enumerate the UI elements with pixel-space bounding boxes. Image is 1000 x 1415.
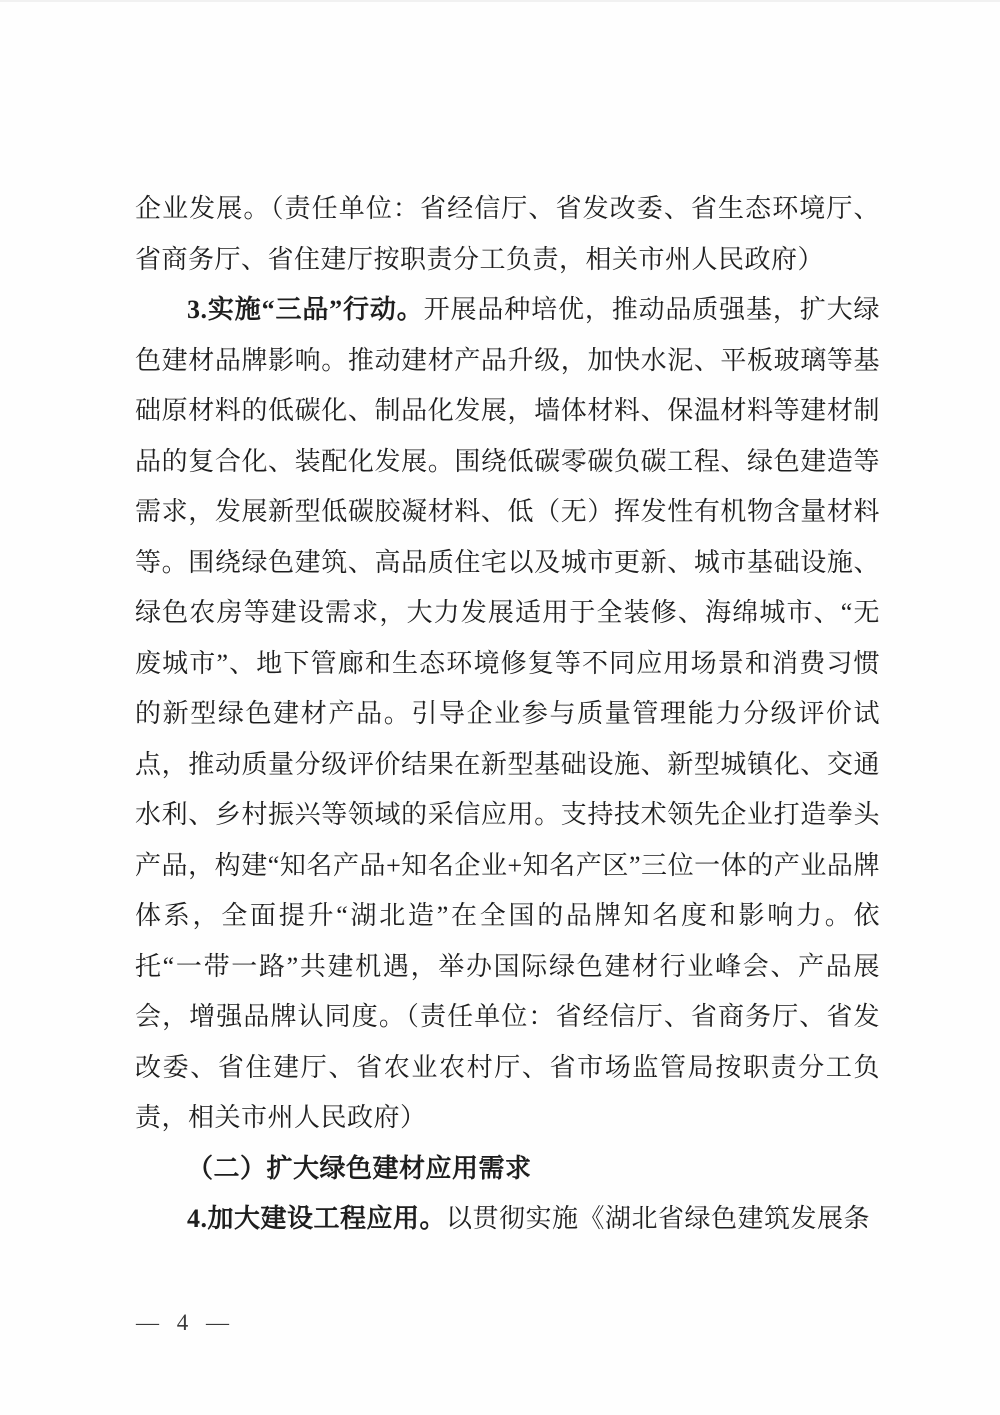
paragraph-segment-bold: 4.加大建设工程应用。 <box>187 1204 447 1233</box>
paragraph-segment-bold: （二）扩大绿色建材应用需求 <box>187 1153 532 1183</box>
paragraph-segment: 企业发展。（责任单位：省经信厅、省发改委、省生态环境厅、省商务厅、省住建厅按职责分工负责，相关市州人民政府） <box>135 194 880 274</box>
page-number: — 4 — <box>136 1310 235 1335</box>
paragraph-segment: 以贯彻实施《湖北省绿色建筑发展条 <box>446 1204 871 1233</box>
document-body <box>135 184 880 1245</box>
paragraph <box>135 1194 880 1245</box>
paragraph-segment: 开展品种培优，推动品质强基，扩大绿色建材品牌影响。推动建材产品升级，加快水泥、平板玻璃等基础原材料的低碳化、制品化发展，墙体材料、保温材料等建材制品的复合化、装配化发展。围绕低碳零碳负碳工程、绿色建造等需求，发展新型低碳胶凝材料、低（无）挥发性有机物含量材料等。围绕绿色建筑、高品质住宅以及城市更新、城市基础设施、绿色农房等建设需求，大力发展适用于全装修、海绵城市、“无废城市”、地下管廊和生态环境修复等不同应用场景和消费习惯的新型绿色建材产品。引导企业参与质量管理能力分级评价试点，推动质量分级评价结果在新型基础设施、新型城镇化、交通水利、乡村振兴等领域的采信应用。支持技术领先企业打造拳头产品，构建“知名产品+知名企业+知名产区”三位一体的产业品牌体系，全面提升“湖北造”在全国的品牌知名度和影响力。依托“一带一路”共建机遇，举办国际绿色建材行业峰会、产品展会，增强品牌认同度。（责任单位：省经信厅、省商务厅、省发改委、省住建厅、省农业农村厅、省市场监管局按职责分工负责，相关市州人民政府） <box>135 295 880 1132</box>
paragraph <box>135 285 880 1144</box>
paragraph-segment-bold: 3.实施“三品”行动。 <box>187 295 424 324</box>
paragraph <box>135 1144 880 1195</box>
paragraph <box>135 184 880 285</box>
